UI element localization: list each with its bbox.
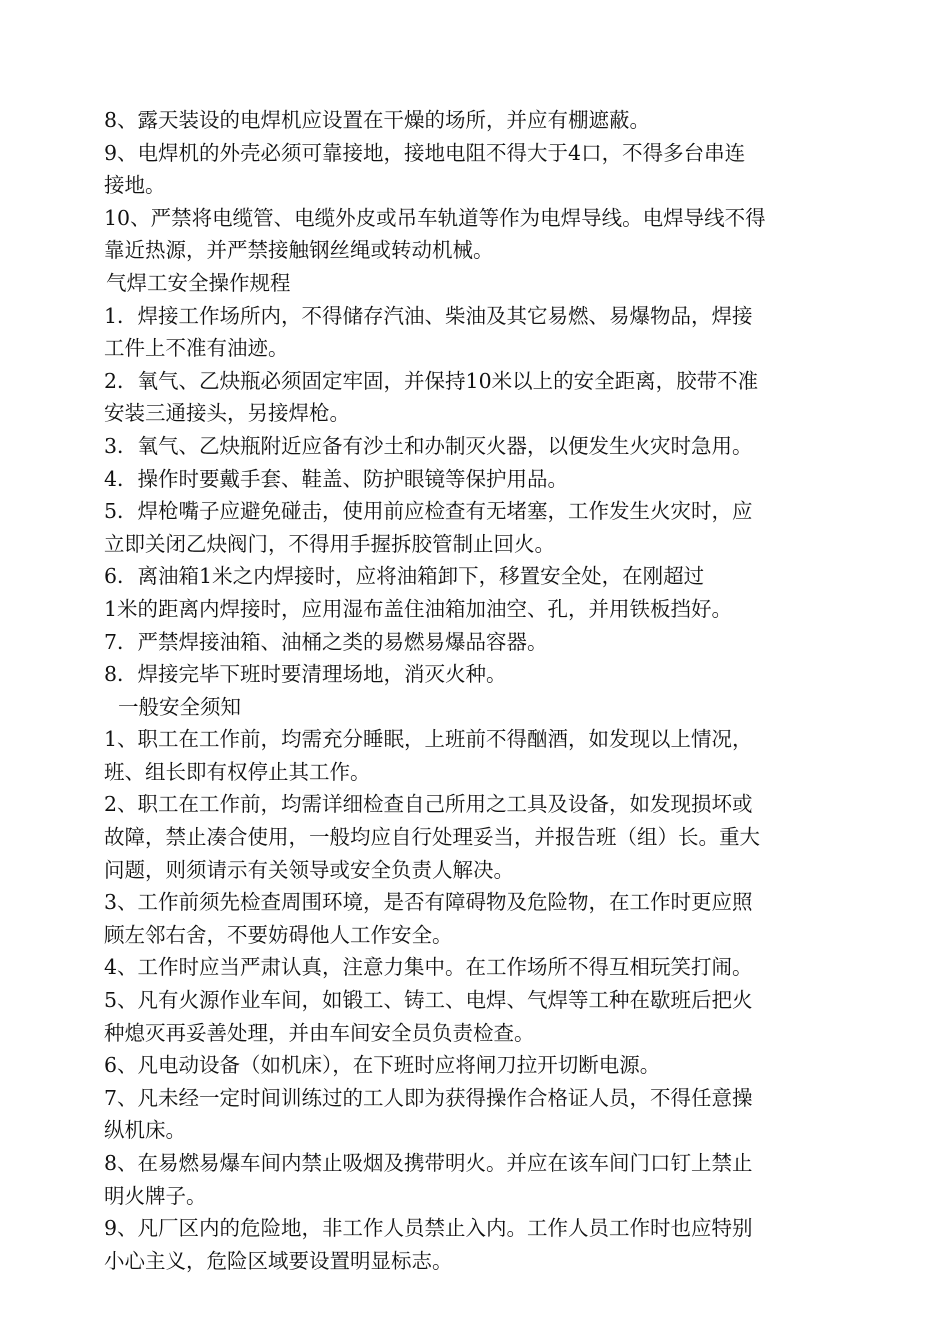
text-line: 8、在易燃易爆车间内禁止吸烟及携带明火。并应在该车间门口钉上禁止 <box>104 1151 753 1175</box>
text-line: 8、露天装设的电焊机应设置在干燥的场所，并应有棚遮蔽。 <box>104 108 651 132</box>
text-line: 安装三通接头，另接焊枪。 <box>104 401 350 426</box>
text-line: 6．离油箱1米之内焊接时，应将油箱卸下，移置安全处，在刚超过 <box>104 564 705 589</box>
text-line: 1、职工在工作前，均需充分睡眠，上班前不得酗酒，如发现以上情况， <box>104 727 753 752</box>
text-line: 顾左邻右舍，不要妨碍他人工作安全。 <box>104 922 453 947</box>
text-line: 立即关闭乙炔阀门，不得用手握拆胶管制止回火。 <box>104 531 555 556</box>
text-line: 2、职工在工作前，均需详细检查自己所用之工具及设备，如发现损坏或 <box>104 792 753 817</box>
section-heading-general-safety: 一般安全须知 <box>118 694 241 719</box>
text-line: 问题，则须请示有关领导或安全负责人解决。 <box>104 857 514 882</box>
text-line: 7．严禁焊接油箱、油桶之类的易燃易爆品容器。 <box>104 629 548 654</box>
text-line: 1米的距离内焊接时，应用湿布盖住油箱加油空、孔，并用铁板挡好。 <box>104 596 733 621</box>
text-line: 班、组长即有权停止其工作。 <box>104 759 371 784</box>
text-line: 接地。 <box>104 173 166 198</box>
text-line: 工件上不准有油迹。 <box>104 336 289 361</box>
text-line: 4．操作时要戴手套、鞋盖、防护眼镜等保护用品。 <box>104 466 569 491</box>
text-line: 10、严禁将电缆管、电缆外皮或吊车轨道等作为电焊导线。电焊导线不得 <box>104 205 766 230</box>
text-line: 种熄灭再妥善处理，并由车间安全员负责检查。 <box>104 1020 535 1045</box>
text-line: 2．氧气、乙炔瓶必须固定牢固，并保持10米以上的安全距离，胶带不准 <box>104 368 759 393</box>
text-line: 明火牌子。 <box>104 1183 207 1208</box>
text-line: 故障，禁止凑合使用，一般均应自行处理妥当，并报告班（组）长。重大 <box>104 825 760 850</box>
section-heading-gas-welding: 气焊工安全操作规程 <box>106 270 291 295</box>
document-page <box>104 104 864 1277</box>
text-line: 1．焊接工作场所内，不得储存汽油、柴油及其它易燃、易爆物品，焊接 <box>104 303 753 328</box>
text-line: 7、凡未经一定时间训练过的工人即为获得操作合格证人员，不得任意操 <box>104 1085 753 1110</box>
text-line: 6、凡电动设备（如机床），在下班时应将闸刀拉开切断电源。 <box>104 1053 661 1078</box>
text-line: 9、凡厂区内的危险地，非工作人员禁止入内。工作人员工作时也应特别 <box>104 1216 753 1241</box>
text-line: 纵机床。 <box>104 1118 186 1143</box>
text-line: 3、工作前须先检查周围环境，是否有障碍物及危险物，在工作时更应照 <box>104 890 753 915</box>
text-line: 9、电焊机的外壳必须可靠接地，接地电阻不得大于4口，不得多台串连 <box>104 140 746 165</box>
text-line: 靠近热源，并严禁接触钢丝绳或转动机械。 <box>104 238 494 263</box>
text-line: 5．焊枪嘴子应避免碰击，使用前应检查有无堵塞，工作发生火灾时，应 <box>104 499 753 524</box>
text-line: 小心主义，危险区域要设置明显标志。 <box>104 1248 453 1273</box>
text-line: 3．氧气、乙炔瓶附近应备有沙土和办制灭火器，以便发生火灾时急用。 <box>104 433 753 458</box>
text-line: 4、工作时应当严肃认真，注意力集中。在工作场所不得互相玩笑打闹。 <box>104 955 753 980</box>
text-line: 5、凡有火源作业车间，如锻工、铸工、电焊、气焊等工种在歇班后把火 <box>104 988 753 1013</box>
text-line: 8．焊接完毕下班时要清理场地，消灭火种。 <box>104 662 507 687</box>
